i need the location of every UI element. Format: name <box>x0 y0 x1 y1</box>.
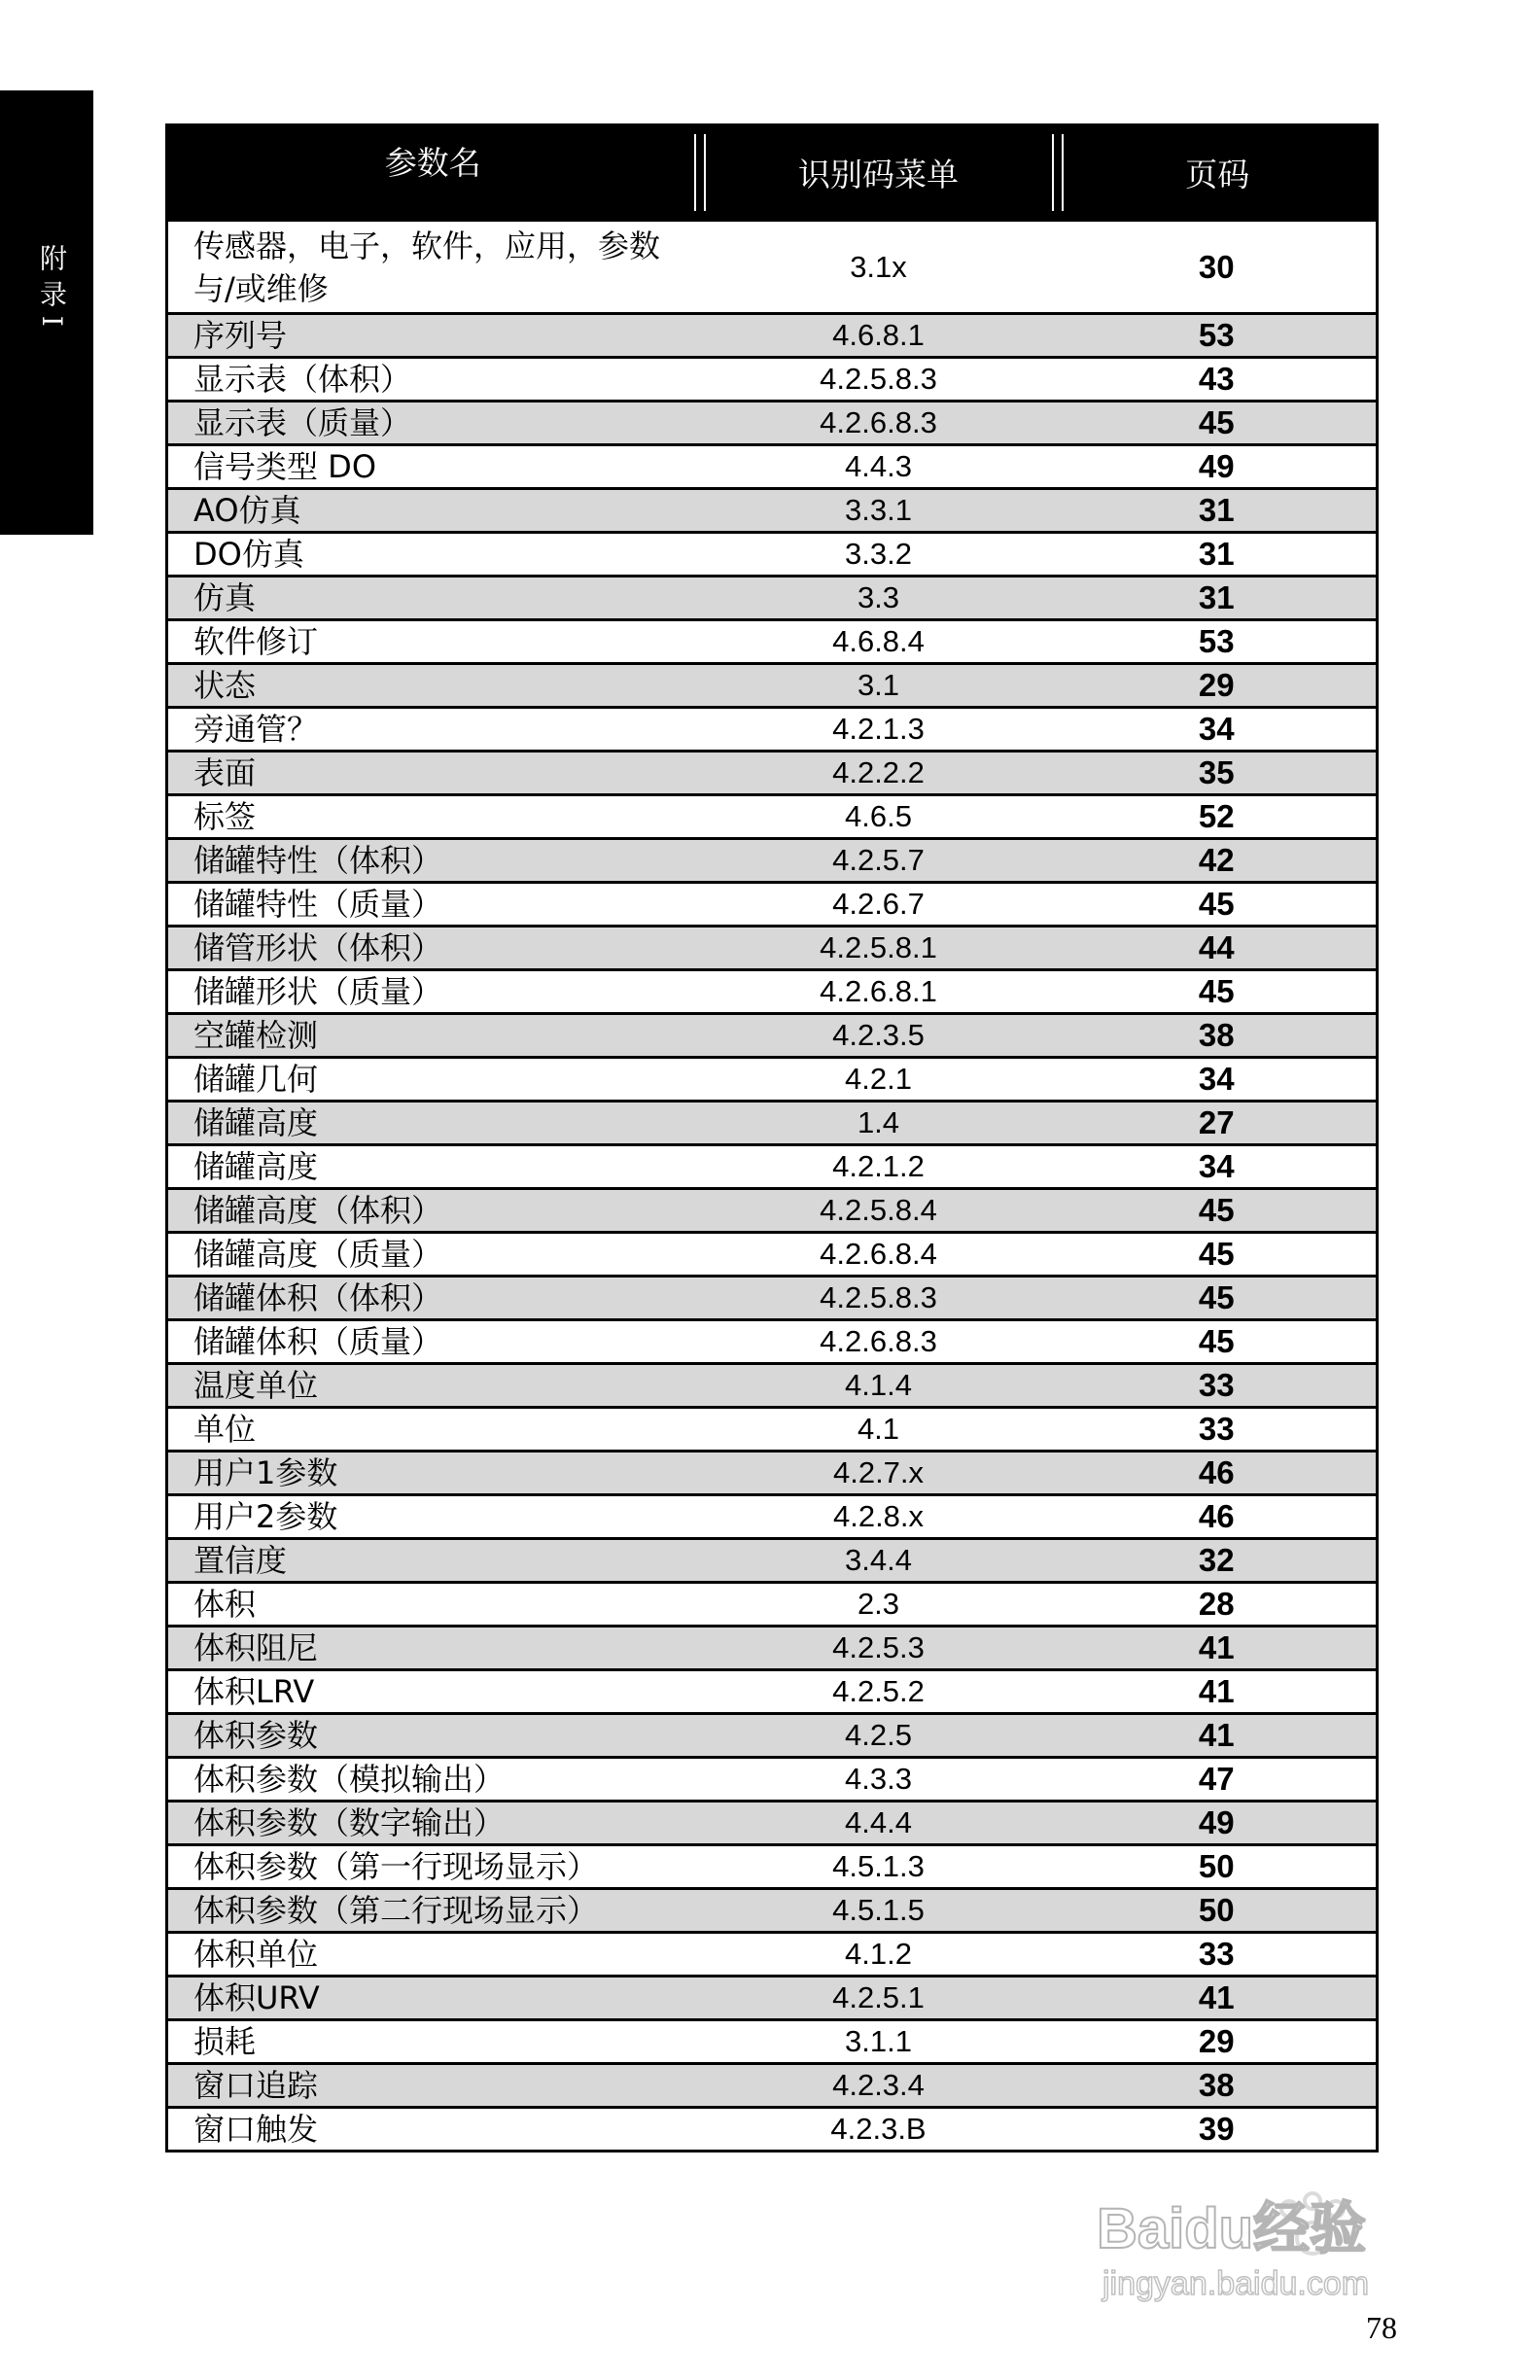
page-number-cell: 49 <box>1058 1802 1378 1845</box>
parameter-name-cell: 储罐高度（质量） <box>167 1233 700 1277</box>
page-number-cell: 45 <box>1058 1320 1378 1364</box>
parameter-name-cell: 储罐特性（体积） <box>167 839 700 883</box>
table-row <box>167 1714 1378 1758</box>
baidu-jingyan-watermark <box>1087 2180 1437 2306</box>
table-row <box>167 1233 1378 1277</box>
table-row <box>167 1670 1378 1714</box>
id-menu-cell: 4.1.2 <box>700 1933 1058 1977</box>
id-menu-cell: 4.2.3.5 <box>700 1014 1058 1058</box>
page-number-cell: 47 <box>1058 1758 1378 1802</box>
id-menu-cell: 4.2.1 <box>700 1058 1058 1102</box>
id-menu-cell: 4.6.8.1 <box>700 314 1058 358</box>
parameter-name-cell: 储管形状（体积） <box>167 927 700 970</box>
table-row <box>167 1364 1378 1408</box>
table-row <box>167 1627 1378 1670</box>
parameter-name-cell: 单位 <box>167 1408 700 1452</box>
parameter-name-cell: 储罐形状（质量） <box>167 970 700 1014</box>
parameter-name-cell: 窗口触发 <box>167 2108 700 2152</box>
id-menu-cell: 4.2.5.8.1 <box>700 927 1058 970</box>
table-row <box>167 795 1378 839</box>
page-number-cell: 38 <box>1058 1014 1378 1058</box>
table-row <box>167 1539 1378 1583</box>
parameter-name-cell: 传感器，电子，软件，应用，参数与/或维修 <box>167 221 700 314</box>
id-menu-cell: 4.2.6.8.4 <box>700 1233 1058 1277</box>
appendix-label: 附 录 I <box>36 244 68 327</box>
id-menu-cell: 4.2.1.2 <box>700 1145 1058 1189</box>
id-menu-cell: 4.2.1.3 <box>700 708 1058 752</box>
table-row <box>167 620 1378 664</box>
table-row <box>167 1189 1378 1233</box>
parameter-name-cell: 显示表（体积） <box>167 358 700 402</box>
appendix-side-tab <box>0 90 93 535</box>
id-menu-cell: 4.2.3.B <box>700 2108 1058 2152</box>
table-row <box>167 1408 1378 1452</box>
id-menu-cell: 3.3.1 <box>700 489 1058 533</box>
parameter-name-cell: 空罐检测 <box>167 1014 700 1058</box>
page-number-cell: 45 <box>1058 970 1378 1014</box>
id-menu-cell: 4.6.5 <box>700 795 1058 839</box>
id-menu-cell: 4.2.5.3 <box>700 1627 1058 1670</box>
header-parameter-name: 参数名 <box>167 125 700 221</box>
id-menu-cell: 4.2.5.8.4 <box>700 1189 1058 1233</box>
table-row <box>167 1102 1378 1145</box>
page-number-cell: 49 <box>1058 445 1378 489</box>
parameter-name-cell: 显示表（质量） <box>167 402 700 445</box>
id-menu-cell: 4.2.5.8.3 <box>700 358 1058 402</box>
page-number-cell: 31 <box>1058 577 1378 620</box>
parameter-name-cell: 储罐高度 <box>167 1102 700 1145</box>
id-menu-cell: 4.2.7.x <box>700 1452 1058 1495</box>
parameter-name-cell: 体积LRV <box>167 1670 700 1714</box>
page-number-cell: 34 <box>1058 1058 1378 1102</box>
id-menu-cell: 4.5.1.3 <box>700 1845 1058 1889</box>
parameter-name-cell: 体积参数（第一行现场显示） <box>167 1845 700 1889</box>
table-row <box>167 970 1378 1014</box>
page-number-cell: 35 <box>1058 752 1378 795</box>
parameter-name-cell: 体积参数 <box>167 1714 700 1758</box>
parameter-name-cell: 体积阻尼 <box>167 1627 700 1670</box>
watermark-url: jingyan.baidu.com <box>1102 2265 1370 2302</box>
id-menu-cell: 4.2.2.2 <box>700 752 1058 795</box>
parameter-name-cell: DO仿真 <box>167 533 700 577</box>
parameter-name-cell: 用户2参数 <box>167 1495 700 1539</box>
parameter-name-cell: 储罐体积（质量） <box>167 1320 700 1364</box>
parameter-name-cell: 表面 <box>167 752 700 795</box>
header-id-menu: 识别码菜单 <box>700 125 1058 221</box>
table-row <box>167 1583 1378 1627</box>
table-row <box>167 1145 1378 1189</box>
table-header-row <box>167 125 1378 221</box>
page-number-cell: 34 <box>1058 1145 1378 1189</box>
parameter-name-cell: 窗口追踪 <box>167 2064 700 2108</box>
id-menu-cell: 4.2.6.8.3 <box>700 402 1058 445</box>
table-row <box>167 577 1378 620</box>
table-row <box>167 1495 1378 1539</box>
watermark-logo: Baidu经验 <box>1097 2197 1367 2260</box>
id-menu-cell: 3.4.4 <box>700 1539 1058 1583</box>
table-row <box>167 1758 1378 1802</box>
id-menu-cell: 4.2.5.1 <box>700 1977 1058 2020</box>
table-row <box>167 2108 1378 2152</box>
page-number-cell: 28 <box>1058 1583 1378 1627</box>
id-menu-cell: 4.4.3 <box>700 445 1058 489</box>
parameter-name-cell: 体积单位 <box>167 1933 700 1977</box>
table-row <box>167 1320 1378 1364</box>
page-number-cell: 34 <box>1058 708 1378 752</box>
table-row <box>167 883 1378 927</box>
page-number-cell: 33 <box>1058 1933 1378 1977</box>
parameter-name-cell: 体积参数（第二行现场显示） <box>167 1889 700 1933</box>
page-number-cell: 38 <box>1058 2064 1378 2108</box>
parameter-name-cell: 储罐特性（质量） <box>167 883 700 927</box>
table-row <box>167 1452 1378 1495</box>
id-menu-cell: 1.4 <box>700 1102 1058 1145</box>
table-row <box>167 489 1378 533</box>
page-number-cell: 42 <box>1058 839 1378 883</box>
id-menu-cell: 4.2.5.2 <box>700 1670 1058 1714</box>
table-row <box>167 358 1378 402</box>
page-number-cell: 45 <box>1058 883 1378 927</box>
id-menu-cell: 3.1x <box>700 221 1058 314</box>
page-number-cell: 52 <box>1058 795 1378 839</box>
id-menu-cell: 4.2.3.4 <box>700 2064 1058 2108</box>
id-menu-cell: 4.2.6.8.1 <box>700 970 1058 1014</box>
parameter-index-table <box>165 123 1379 2152</box>
page-number-cell: 39 <box>1058 2108 1378 2152</box>
id-menu-cell: 4.2.6.7 <box>700 883 1058 927</box>
table-row <box>167 839 1378 883</box>
parameter-name-cell: AO仿真 <box>167 489 700 533</box>
parameter-name-cell: 储罐高度（体积） <box>167 1189 700 1233</box>
parameter-name-cell: 体积参数（模拟输出） <box>167 1758 700 1802</box>
table-row <box>167 1802 1378 1845</box>
parameter-name-cell: 储罐高度 <box>167 1145 700 1189</box>
page-number-cell: 31 <box>1058 533 1378 577</box>
id-menu-cell: 4.4.4 <box>700 1802 1058 1845</box>
id-menu-cell: 4.2.8.x <box>700 1495 1058 1539</box>
page-number-cell: 29 <box>1058 664 1378 708</box>
table-row <box>167 2064 1378 2108</box>
table-row <box>167 402 1378 445</box>
table-row <box>167 708 1378 752</box>
parameter-name-cell: 储罐几何 <box>167 1058 700 1102</box>
page-number-cell: 33 <box>1058 1408 1378 1452</box>
page-number-cell: 45 <box>1058 1277 1378 1320</box>
page-number-cell: 50 <box>1058 1845 1378 1889</box>
parameter-name-cell: 体积URV <box>167 1977 700 2020</box>
table-row <box>167 2020 1378 2064</box>
page-number-cell: 30 <box>1058 221 1378 314</box>
id-menu-cell: 4.1 <box>700 1408 1058 1452</box>
table-row <box>167 1845 1378 1889</box>
table-row <box>167 221 1378 314</box>
table-row <box>167 1058 1378 1102</box>
page-number-cell: 45 <box>1058 1233 1378 1277</box>
parameter-name-cell: 用户1参数 <box>167 1452 700 1495</box>
id-menu-cell: 4.2.5.7 <box>700 839 1058 883</box>
page-number-cell: 50 <box>1058 1889 1378 1933</box>
id-menu-cell: 4.6.8.4 <box>700 620 1058 664</box>
id-menu-cell: 3.3 <box>700 577 1058 620</box>
table-row <box>167 445 1378 489</box>
id-menu-cell: 4.5.1.5 <box>700 1889 1058 1933</box>
page-number-cell: 43 <box>1058 358 1378 402</box>
page-number: 78 <box>1366 2310 1397 2345</box>
table-row <box>167 752 1378 795</box>
page-number-cell: 45 <box>1058 1189 1378 1233</box>
id-menu-cell: 3.1.1 <box>700 2020 1058 2064</box>
id-menu-cell: 4.2.6.8.3 <box>700 1320 1058 1364</box>
id-menu-cell: 2.3 <box>700 1583 1058 1627</box>
page-number-cell: 29 <box>1058 2020 1378 2064</box>
header-page: 页码 <box>1058 125 1378 221</box>
parameter-name-cell: 软件修订 <box>167 620 700 664</box>
id-menu-cell: 4.2.5.8.3 <box>700 1277 1058 1320</box>
table-row <box>167 664 1378 708</box>
page-number-cell: 41 <box>1058 1670 1378 1714</box>
parameter-name-cell: 温度单位 <box>167 1364 700 1408</box>
page-number-cell: 53 <box>1058 314 1378 358</box>
table-row <box>167 314 1378 358</box>
id-menu-cell: 4.2.5 <box>700 1714 1058 1758</box>
page-number-cell: 41 <box>1058 1714 1378 1758</box>
table-row <box>167 927 1378 970</box>
parameter-name-cell: 序列号 <box>167 314 700 358</box>
parameter-name-cell: 仿真 <box>167 577 700 620</box>
page-number-cell: 33 <box>1058 1364 1378 1408</box>
parameter-name-cell: 储罐体积（体积） <box>167 1277 700 1320</box>
page-number-cell: 45 <box>1058 402 1378 445</box>
page-number-cell: 41 <box>1058 1977 1378 2020</box>
id-menu-cell: 3.1 <box>700 664 1058 708</box>
table-row <box>167 1277 1378 1320</box>
table-body <box>167 221 1378 2152</box>
page-number-cell: 46 <box>1058 1452 1378 1495</box>
parameter-name-cell: 损耗 <box>167 2020 700 2064</box>
table-row <box>167 1933 1378 1977</box>
parameter-name-cell: 置信度 <box>167 1539 700 1583</box>
page-number-cell: 46 <box>1058 1495 1378 1539</box>
table-row <box>167 1889 1378 1933</box>
id-menu-cell: 4.3.3 <box>700 1758 1058 1802</box>
parameter-name-cell: 状态 <box>167 664 700 708</box>
page-number-cell: 53 <box>1058 620 1378 664</box>
page-number-cell: 44 <box>1058 927 1378 970</box>
page-number-cell: 32 <box>1058 1539 1378 1583</box>
id-menu-cell: 3.3.2 <box>700 533 1058 577</box>
parameter-name-cell: 体积参数（数字输出） <box>167 1802 700 1845</box>
page-number-cell: 41 <box>1058 1627 1378 1670</box>
id-menu-cell: 4.1.4 <box>700 1364 1058 1408</box>
page-number-cell: 27 <box>1058 1102 1378 1145</box>
table-row <box>167 1014 1378 1058</box>
page-number-cell: 31 <box>1058 489 1378 533</box>
parameter-name-cell: 标签 <box>167 795 700 839</box>
table-row <box>167 533 1378 577</box>
parameter-name-cell: 体积 <box>167 1583 700 1627</box>
table-row <box>167 1977 1378 2020</box>
parameter-name-cell: 信号类型 DO <box>167 445 700 489</box>
parameter-name-cell: 旁通管？ <box>167 708 700 752</box>
